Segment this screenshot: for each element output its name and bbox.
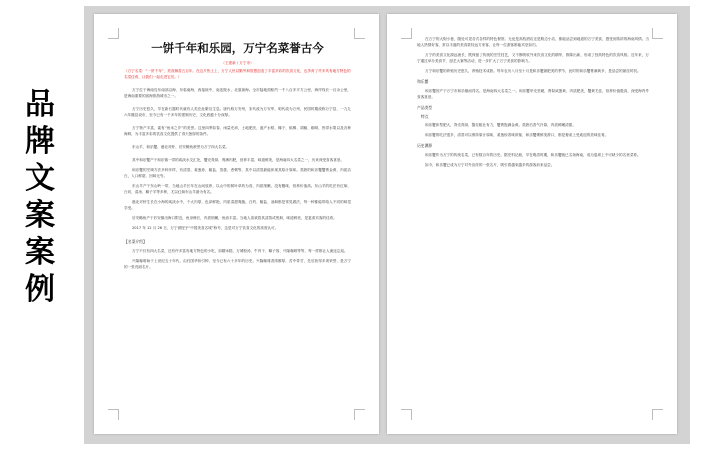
section-heading: 历史渊源 — [417, 143, 433, 148]
paragraph: 2017 年 12 月 26 日，万宁被授予“中国美食名城”称号，这是对万宁饮食文化的高度认可。 — [132, 226, 279, 230]
paragraph: 和乐蟹作为万宁的传统名菜，已有数百年的历史。据史料记载，早在明清时期，和乐蟹就已名扬海南，成为宴席上不可缺少的名贵菜肴。 — [425, 153, 641, 157]
crop-mark — [401, 28, 412, 39]
paragraph: 万宁物产丰富，素有“鱼米之乡”的美誉。这里四季如春，雨量充沛，土地肥沃，盛产水稻、椰子、槟榔、胡椒、咖啡、热带水果以及各种海鲜，为丰富多彩的饮食文化提供了得天独厚的条件。 — [124, 126, 351, 136]
crop-mark — [108, 409, 119, 420]
paragraph: 东山羊产于东山岭一带，当地山羊长年在山间放养，以山中的树叶草药为食，肉质细嫩，没有膻味，营养价值高。东山羊的吃法有红焖、白切、清汤、椰子羊等多种，尤以红焖东山羊最为有名。 — [124, 184, 351, 194]
paragraph: 在万宁的大街小巷，随处可见各式各样的特色餐馆。无论是高档酒店还是路边小店，都能品尝到地道的万宁美食，感受到浓浓的海南风情。当地人热情好客，常以丰盛的美食款待远方来客，让每一位游客都能宾至如归。 — [417, 37, 649, 47]
section-heading: 【名菜介绍】 — [124, 239, 147, 244]
paragraph: 万宁不仅有四大名菜，还有许多富有地方特色的小吃，如糯米糕、万城粉汤、牛肉干、椰子饭、兴隆咖啡等等，每一样都让人流连忘返。 — [132, 249, 348, 253]
section-heading: 和乐蟹 — [417, 79, 429, 84]
side-title-char: 文 — [25, 161, 55, 196]
paragraph: 后安鲻鱼产于后安镇出海口附近，鱼身修长，肉质细嫩，鱼油丰富。当地人喜欢将其清蒸或煎焖，味道鲜美，是宴请宾客的佳肴。 — [132, 216, 337, 220]
crop-mark — [652, 409, 663, 420]
paragraph: 东山羊、和乐蟹、港北对虾、后安鲻鱼被誉为万宁四大名菜。 — [132, 145, 230, 149]
crop-mark — [108, 28, 119, 39]
paragraph: 和乐蟹的烹调方法多种多样，有清蒸、姜葱炒、椒盐、蒸蛋、煮粥等，其中以清蒸最能体现其原汁原味。蒸熟的和乐蟹蟹膏金黄，肉质洁白，入口鲜甜，回味无穷。 — [124, 168, 351, 178]
paragraph: 万宁的美食文化源远流长，既保留了传统的烹饪技艺，又不断吸收外来饮食文化的精华，推陈出新，形成了独具特色的饮食风格。近年来，万宁通过举办美食节、厨艺大赛等活动，进一步扩大了万宁美食的影响力。 — [417, 53, 649, 63]
document-lead: （万宁名菜：“一饼千年”，美食飘香五百年。在这片热土上，万宁人民以勤劳和智慧创造了丰富多彩的饮食文化，也孕育了许多具有地方特色的名菜佳肴，让我们一起走进它们。） — [124, 69, 351, 79]
paragraph: 万宁和乐蟹的养殖历史悠久，养殖技术成熟。每年农历八月至十月是和乐蟹最肥美的季节，此时的和乐蟹膏满黄多，是品尝的最佳时机。 — [425, 69, 641, 73]
paragraph: 港北对虾生长在小海的咸淡水中，个大肉厚，色泽鲜艳，肉质清甜爽脆。白灼、椒盐、油焖都是常见做法，每一种都能带给人不同的味觉享受。 — [124, 200, 351, 210]
crop-mark — [652, 28, 663, 39]
paragraph: 和乐蟹因产于万宁市和乐镇而得名，是海南四大名菜之一。和乐蟹甲壳坚硬，膏似咸蛋黄，肉质肥美，蟹黄尤佳，营养价值极高，深受海内外食客喜爱。 — [417, 89, 649, 99]
crop-mark — [354, 28, 365, 39]
document-page-2[interactable] — [387, 14, 677, 434]
paragraph: 其中和乐蟹产于和乐镇一带的咸淡水交汇处，蟹壳青绿，膏满肉肥，营养丰富，味道鲜美，是海南四大名菜之一，历来深受食客喜爱。 — [132, 158, 345, 162]
crop-mark — [354, 409, 365, 420]
subsection-label: 特点 — [421, 114, 429, 119]
side-title-char: 案 — [25, 235, 55, 270]
document-viewer[interactable] — [84, 6, 690, 444]
paragraph: 兴隆咖啡始于上世纪五十年代，由归国华侨引种，至今已有六十多年的历史。兴隆咖啡香浓醇厚，苦中带甘，先后获得多项荣誉，是万宁的一张亮丽名片。 — [124, 259, 351, 269]
document-title: 一饼千年和乐园，万宁名菜誉古今 — [151, 41, 324, 55]
paragraph: 如今，和乐蟹已成为万宁对外宣传的一张名片，吸引着越来越多的游客前来品尝。 — [425, 163, 555, 167]
paragraph: 和乐蟹体型肥大，背壳青绿，螯足粗壮有力，蟹膏饱满金黄。蒸熟后香气扑鼻，肉质鲜嫩清甜。 — [425, 123, 576, 127]
paragraph: 万宁位于海南岛东南部沿海，东临南海，西接琼中，南连陵水，北靠琼海。全市陆地面积约一千八百多平方公里，海岸线长一百余公里，是海南重要的滨海旅游城市之一。 — [124, 88, 351, 98]
side-title-char: 牌 — [25, 124, 55, 159]
side-title-char: 案 — [25, 198, 55, 233]
crop-mark — [401, 409, 412, 420]
side-title — [14, 86, 66, 308]
page-content — [417, 36, 649, 412]
section-heading: 产品类型 — [417, 105, 433, 110]
paragraph: 和乐蟹的吃法很多，清蒸可以保持原汁原味，姜葱炒香味浓郁，和乐蟹粥鲜美滑口，都是餐桌上受欢迎的美味佳肴。 — [425, 133, 609, 137]
paragraph: 万宁历史悠久，早在新石器时代就有人类在此繁衍生息。唐代称万安州，宋代改为万安军，明代改为万州，民国时期改称万宁县，一九九六年撤县设市，至今已有一千多年的建制历史，文化底蕴十分深厚。 — [124, 107, 351, 117]
page-content — [124, 36, 351, 412]
side-title-char: 例 — [25, 272, 55, 307]
side-title-char: 品 — [25, 87, 55, 122]
document-subtitle: （王建新 / 万宁市） — [221, 61, 254, 65]
document-page-1[interactable] — [94, 14, 379, 434]
